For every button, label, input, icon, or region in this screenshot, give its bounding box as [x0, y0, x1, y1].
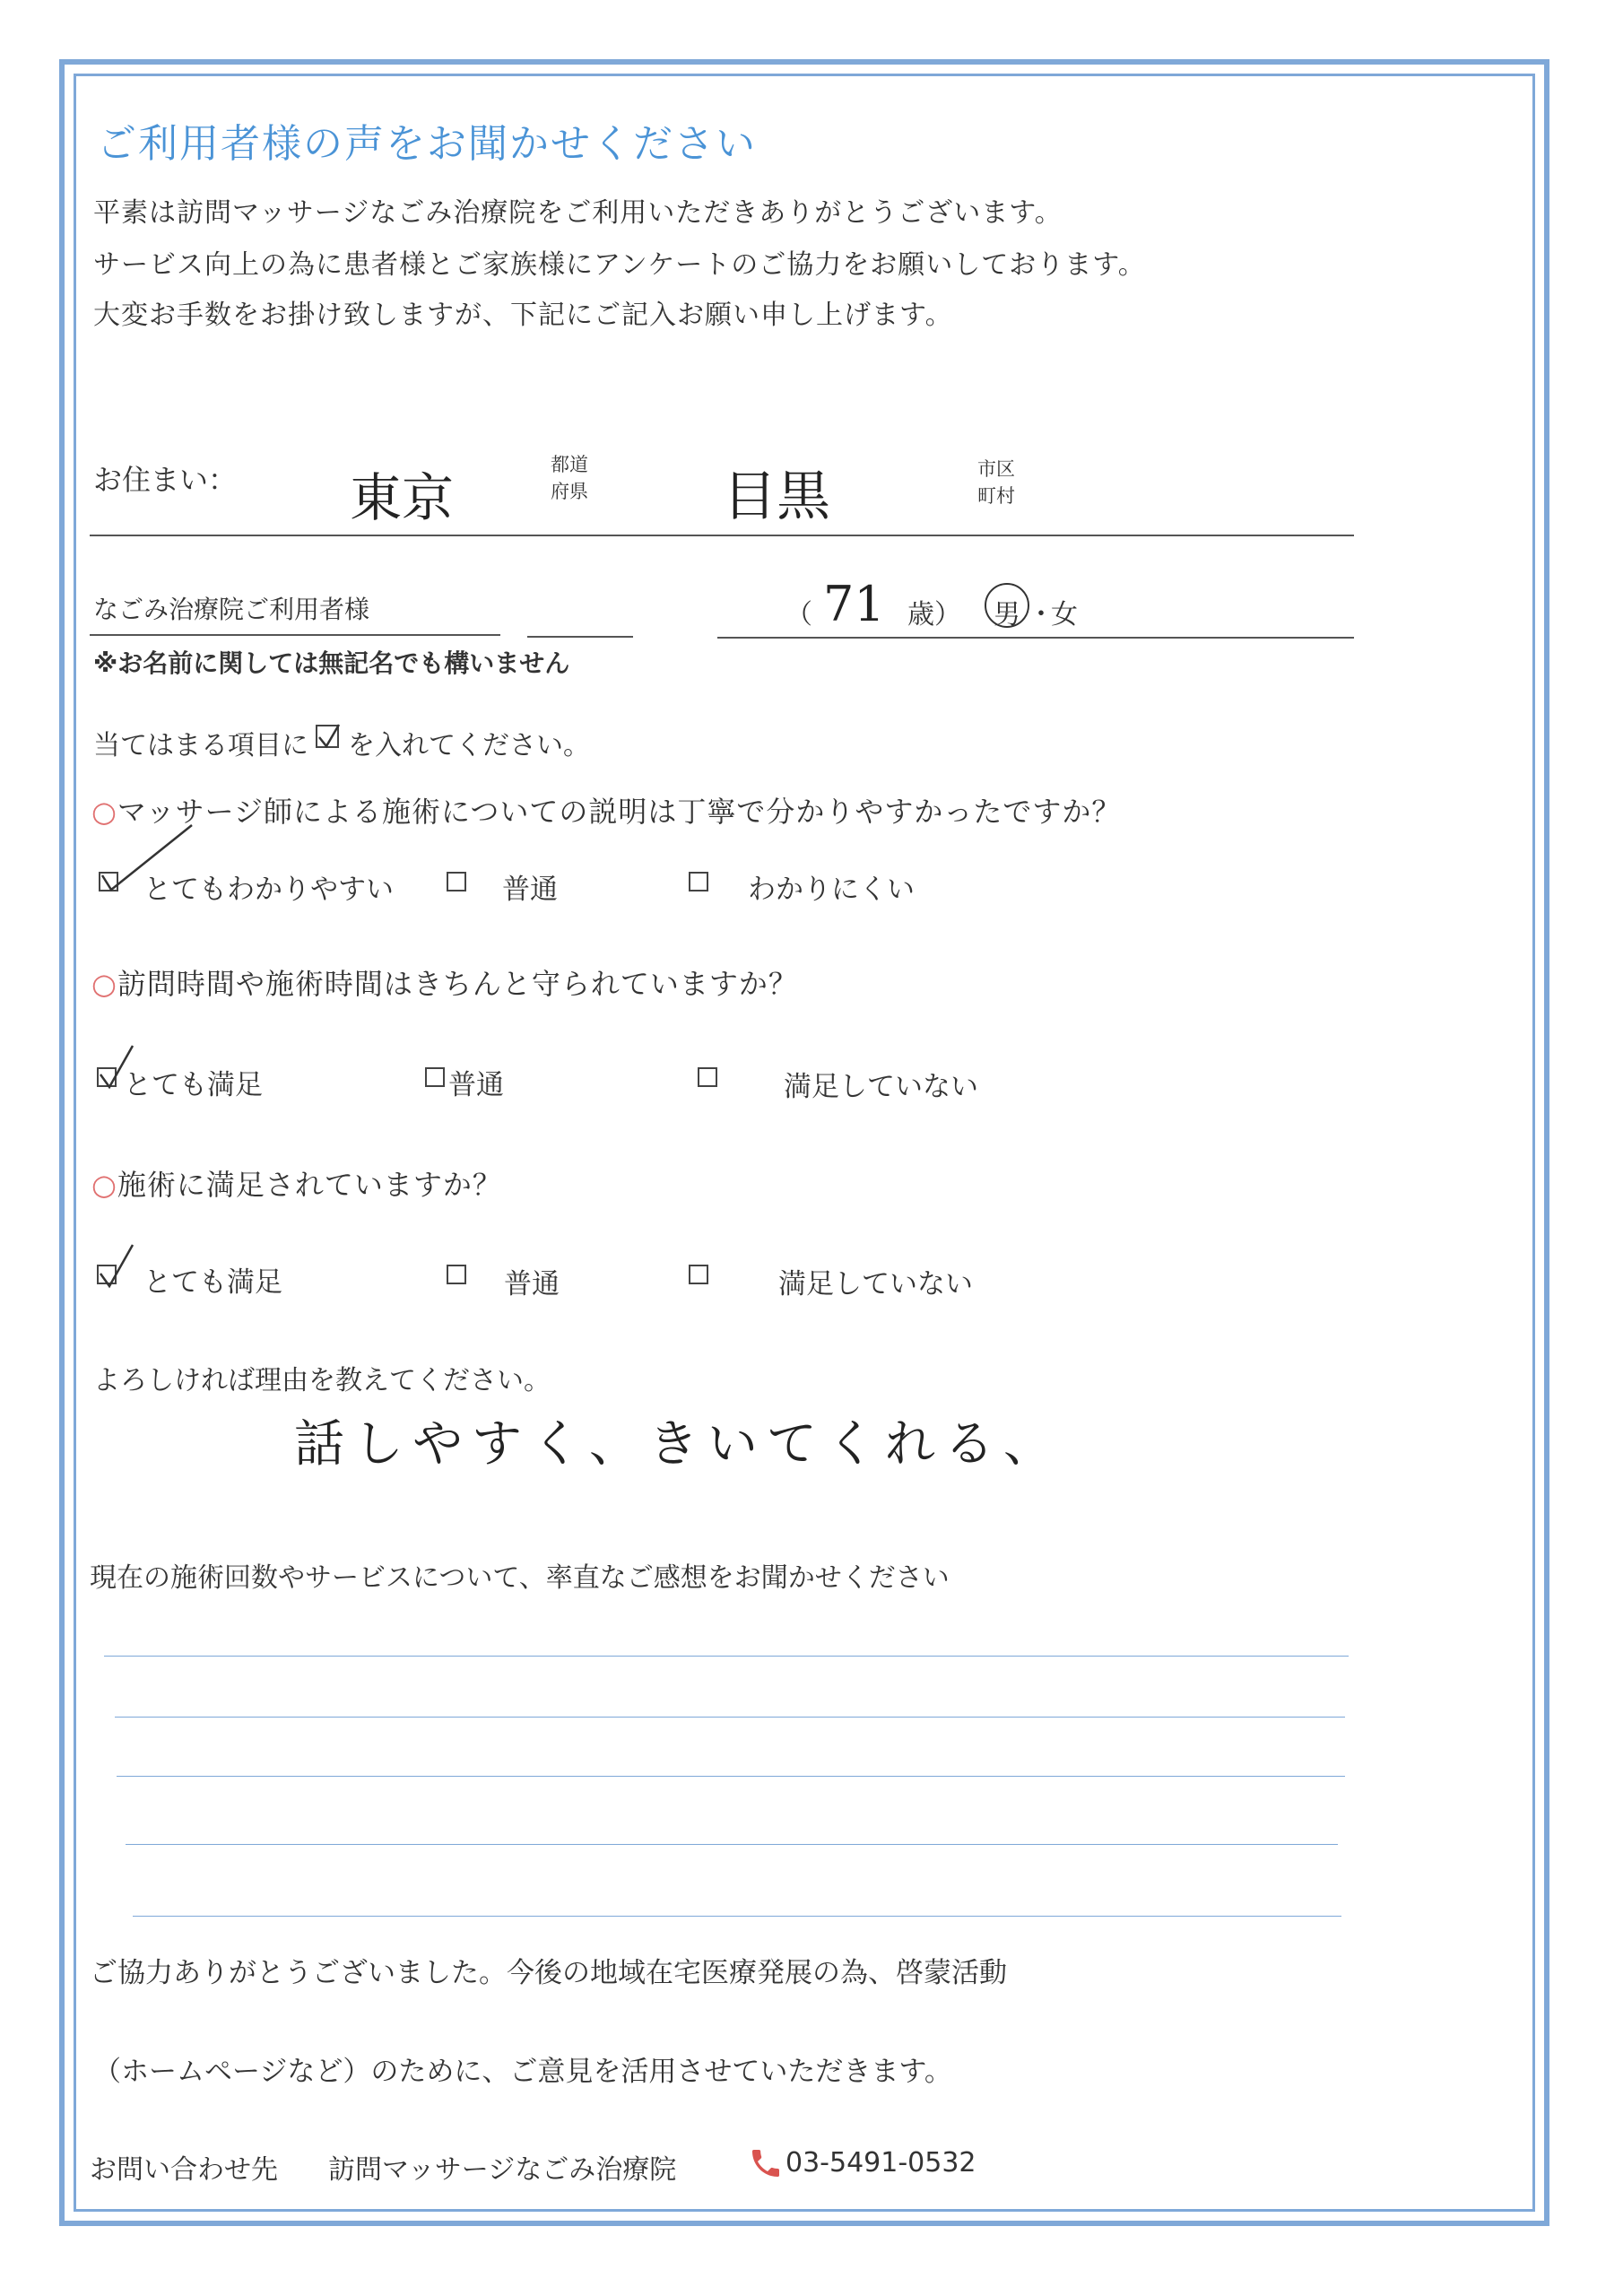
q2-option-3-label: 満足していない [784, 1071, 978, 1103]
form-title: ご利用者様の声をお聞かせください [97, 121, 757, 167]
name-note: ※お名前に関しては無記名でも構いません [93, 648, 570, 678]
reason-answer[interactable]: 話しやすく、きいてくれる、 [294, 1415, 1063, 1474]
impressions-line-5 [133, 1916, 1341, 1917]
contact-clinic: 訪問マッサージなごみ治療院 [328, 2154, 677, 2186]
q2-option-1-label: とても満足 [124, 1069, 263, 1101]
question-2-marker: ○ [91, 967, 117, 1001]
prefecture-suffix-bottom: 府県 [551, 481, 588, 502]
q3-option-2-label: 普通 [504, 1268, 560, 1300]
question-3 [91, 1162, 502, 1204]
q1-option-3-label: わかりにくい [748, 874, 915, 906]
age-close: 歳） [907, 599, 961, 631]
prefecture-suffix-top: 都道 [551, 454, 588, 475]
q3-option-3-checkbox[interactable] [689, 1265, 708, 1284]
impressions-line-2 [115, 1717, 1345, 1718]
impressions-line-4 [126, 1844, 1338, 1845]
impressions-line-3 [117, 1776, 1345, 1777]
q3-option-1-label: とても満足 [143, 1266, 282, 1299]
user-underline-1 [90, 634, 500, 636]
gender-male-circle [985, 583, 1029, 628]
q1-option-2-label: 普通 [502, 874, 558, 906]
instruction-text-before: 当てはまる項目に [93, 730, 308, 761]
question-2 [91, 961, 798, 1003]
city-suffix-bottom: 町村 [977, 485, 1015, 507]
closing-line-2: （ホームページなど）のために、ご意見を活用させていただきます。 [93, 2056, 952, 2088]
address-underline [90, 535, 1354, 536]
reason-label: よろしければ理由を教えてください。 [93, 1365, 551, 1396]
instruction-text-after: を入れてください。 [348, 730, 590, 761]
address-label: お住まい： [93, 463, 238, 497]
phone-icon [748, 2145, 784, 2181]
city-value[interactable]: 目黒 [723, 465, 830, 528]
q2-option-2-checkbox[interactable] [425, 1067, 445, 1087]
q1-option-2-checkbox[interactable] [447, 872, 466, 891]
age-underline [717, 637, 1354, 639]
intro-line-3: 大変お手数をお掛け致しますが、下記にご記入お願い申し上げます。 [93, 300, 953, 331]
gender-separator: ・ [1028, 599, 1055, 631]
user-label: なごみ治療院ご利用者様 [93, 595, 370, 624]
contact-phone[interactable]: 03-5491-0532 [785, 2147, 976, 2179]
intro-line-2: サービス向上の為に患者様とご家族様にアンケートのご協力をお願いしております。 [93, 249, 1146, 281]
intro-line-1: 平素は訪問マッサージなごみ治療院をご利用いただきありがとうございます。 [93, 197, 1063, 229]
q1-option-1-label: とてもわかりやすい [143, 874, 394, 906]
closing-line-1: ご協力ありがとうございました。今後の地域在宅医療発展の為、啓蒙活動 [90, 1957, 1007, 1989]
question-3-marker: ○ [91, 1168, 117, 1202]
contact-label: お問い合わせ先 [90, 2154, 278, 2186]
q2-option-2-label: 普通 [448, 1069, 504, 1101]
q1-option-3-checkbox[interactable] [689, 872, 708, 891]
gender-female[interactable]: 女 [1051, 599, 1078, 631]
user-underline-2 [527, 636, 633, 638]
q2-option-3-checkbox[interactable] [698, 1067, 717, 1087]
city-suffix-top: 市区 [977, 458, 1015, 480]
question-1-marker: ○ [91, 795, 117, 829]
question-1 [91, 789, 1121, 831]
page-frame-inner [74, 74, 1535, 2212]
prefecture-value[interactable]: 東京 [350, 467, 455, 528]
question-2-text: 訪問時間や施術時間はきちんと守られていますか？ [117, 967, 798, 1001]
impressions-label: 現在の施術回数やサービスについて、率直なご感想をお聞かせください [90, 1562, 950, 1594]
question-1-text: マッサージ師による施術についての説明は丁寧で分かりやすかったですか？ [117, 795, 1122, 829]
q3-option-1-check-icon [97, 1241, 136, 1292]
age-value[interactable]: 71 [823, 576, 885, 632]
instruction-check-icon [316, 721, 343, 750]
q3-option-2-checkbox[interactable] [447, 1265, 466, 1284]
gender-male[interactable]: 男 [994, 599, 1020, 631]
q3-option-3-label: 満足していない [778, 1268, 973, 1300]
question-3-text: 施術に満足されていますか？ [117, 1168, 502, 1202]
impressions-line-1 [104, 1656, 1349, 1657]
age-open-paren: （ [785, 599, 812, 631]
